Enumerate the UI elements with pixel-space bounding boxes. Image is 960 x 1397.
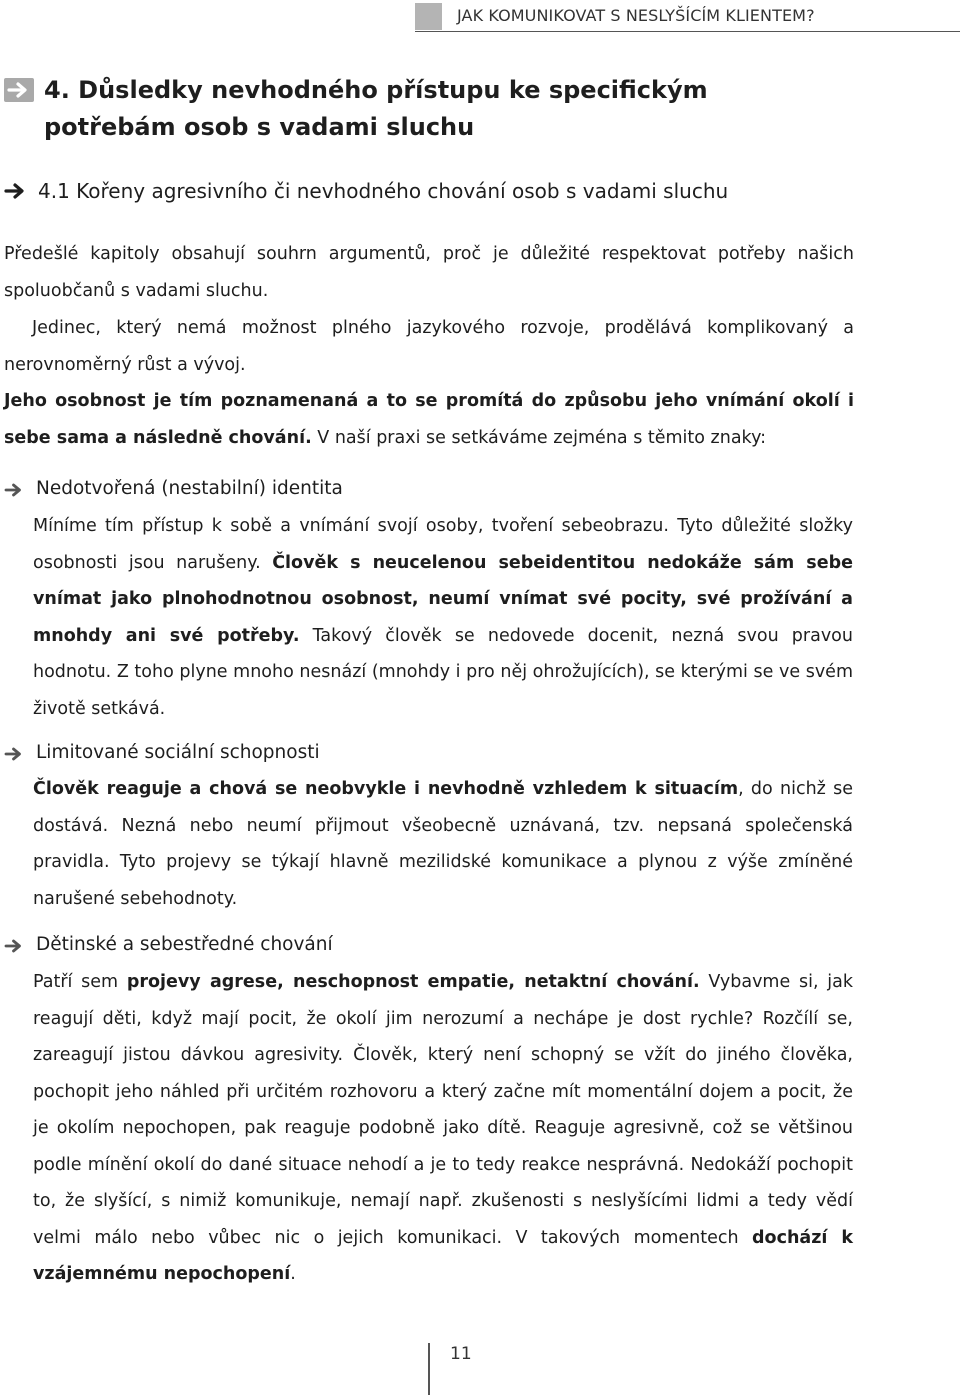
text-run: , do nichž se dostává. Nezná nebo neumí přijmout všeobecně uznávaná, tzv. nepsaná společenská pravidla. Tyto projevy se týkají hlavně mezilidské komunikace a plynou z výše zmíněné narušené sebehodnoty. — [33, 779, 853, 909]
arrow-right-icon — [4, 482, 26, 498]
emphasis-run: projevy agrese, neschopnost empatie, netaktní chování. — [126, 972, 700, 992]
intro-text: V naší praxi se setkáváme zejména s těmito znaky: — [317, 427, 767, 448]
text-run: . — [290, 1264, 296, 1284]
chapter-title: 4. Důsledky nevhodného přístupu ke specifickým potřebám osob s vadami sluchu — [44, 76, 708, 141]
arrow-right-icon — [4, 938, 26, 954]
arrow-right-icon — [4, 78, 34, 102]
running-header — [415, 3, 960, 32]
bullet-paragraph-childish — [33, 964, 853, 1293]
intro-lead-text: Jedinec, který nemá možnost plného jazykového rozvoje, prodělává komplikovaný a nerovnoměrný růst a vývoj. — [4, 318, 854, 375]
bullet-title: Nedotvořená (nestabilní) identita — [36, 478, 343, 499]
section-heading — [4, 175, 944, 207]
bullet-heading-identity — [4, 472, 864, 506]
text-run: Takový člověk se nedovede docenit, nezná svou pravou hodnotu. Z toho plyne mnoho nesnází (mnohdy i pro něj ohrožujících), se kterými se ve svém životě setkává. — [33, 625, 853, 719]
intro-emphasis: Jeho osobnost je tím poznamenaná a to se promítá do způsobu jeho vnímání okolí i sebe sama a následně chování. — [4, 391, 854, 448]
bullet-paragraph-identity — [33, 508, 853, 727]
bullet-heading-social — [4, 736, 864, 770]
section-title: 4.1 Kořeny agresivního či nevhodného chování osob s vadami sluchu — [38, 179, 729, 203]
text-run: Patří sem — [33, 972, 119, 992]
running-header-title: JAK KOMUNIKOVAT S NESLYŠÍCÍM KLIENTEM? — [457, 6, 815, 25]
intro-paragraph: Předešlé kapitoly obsahují souhrn argumentů, proč je důležité respektovat potřeby našich spoluobčanů s vadami sluchu. — [4, 244, 854, 301]
emphasis-run: dochází k vzájemnému nepochopení — [33, 1227, 853, 1284]
emphasis-run: Člověk reaguje a chová se neobvykle i nevhodně vzhledem k situacím — [33, 779, 739, 799]
arrow-right-icon — [4, 746, 26, 762]
footer-divider — [428, 1343, 430, 1395]
bullet-title: Dětinské a sebestředné chování — [36, 934, 333, 955]
emphasis-run: Člověk s neucelenou sebeidentitou nedokáže sám sebe vnímat jako plnohodnotnou osobnost, neumí vnímat své pocity, své prožívání a mnohdy ani své potřeby. — [33, 552, 853, 646]
bullet-heading-childish — [4, 928, 864, 962]
arrow-right-icon — [4, 182, 28, 200]
page-number: 11 — [450, 1344, 472, 1364]
text-run: Vybavme si, jak reagují děti, když mají pocit, že okolí jim nerozumí a nechápe je dost rychle? Rozčílí se, zareagují jistou dávkou agresivity. Člověk, který není schopný se vžít do jiného člověka, pochopit jeho náhled při určitém rozhovoru a který začne mít momentální dojem a pocit, že je okolím nepochopen, pak reaguje podobně jako dítě. Reaguje agresivně, což se většinou podle mínění okolí do dané situace nehodí a je to tedy reakce nesprávná. Nedokáží pochopit to, že slyšící, s nimiž komunikuje, nemají např. zkušenosti s neslyšícími lidmi a tedy vědí velmi málo nebo vůbec nic o jejich komunikaci. V takových momentech — [33, 972, 853, 1248]
intro-paragraph-2 — [4, 310, 854, 456]
text-run: Míníme tím přístup k sobě a vnímání svojí osoby, tvoření sebeobrazu. Tyto důležité složky osobnosti jsou narušeny. — [33, 516, 853, 573]
bullet-paragraph-social — [33, 771, 853, 917]
bullet-title: Limitované sociální schopnosti — [36, 742, 320, 763]
header-marker-box — [415, 3, 442, 30]
